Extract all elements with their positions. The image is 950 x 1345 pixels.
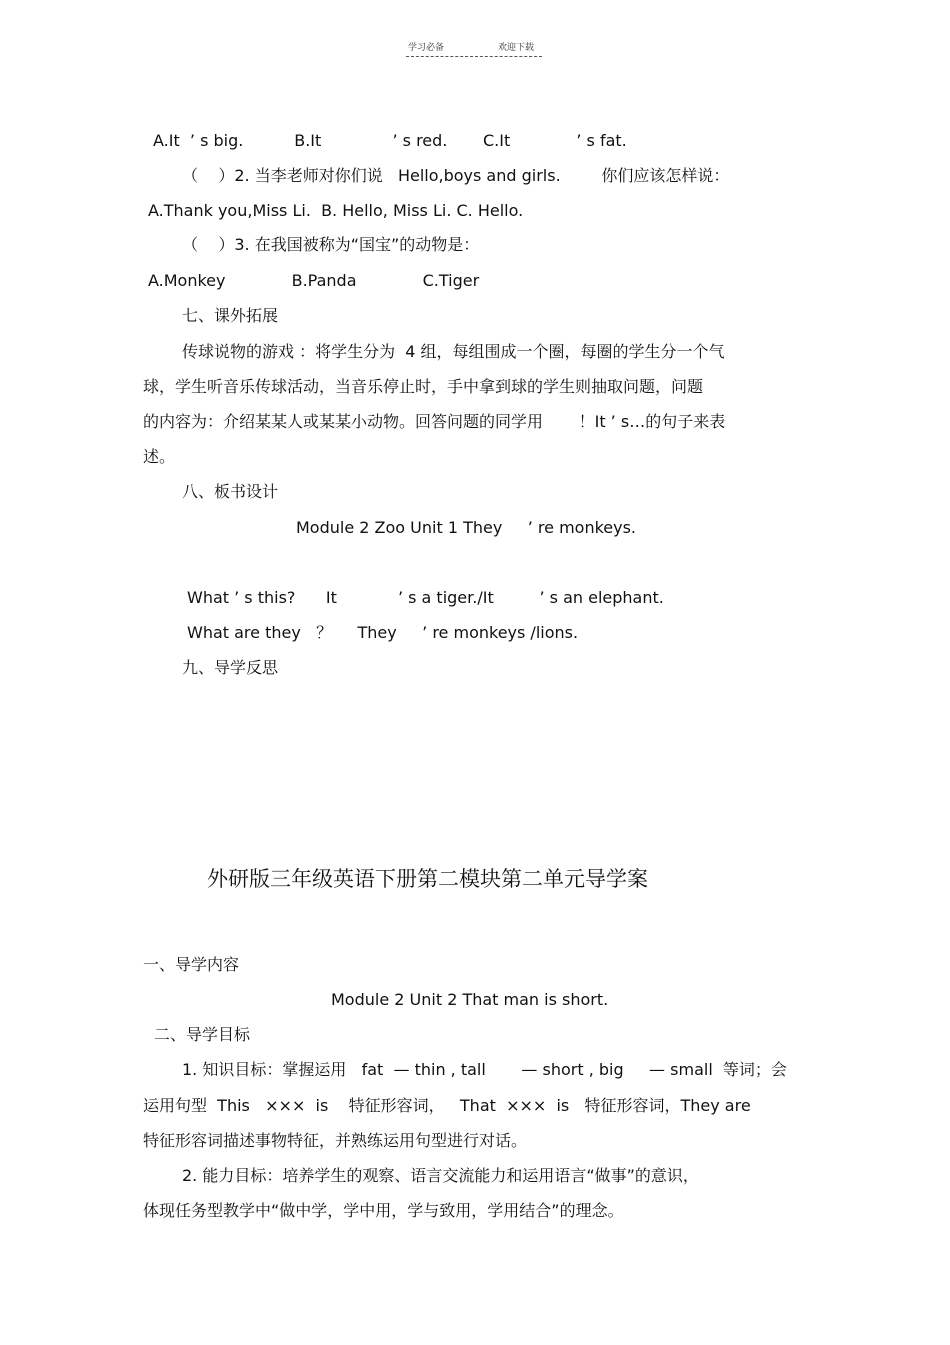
text-line: （ ）3. 在我国被称为“国宝”的动物是： bbox=[182, 235, 480, 254]
text-line: 一、导学内容 bbox=[143, 955, 240, 974]
text-line: 传球说物的游戏 ：将学生分为 4 组，每组围成一个圈，每圈的学生分一个气 bbox=[182, 342, 725, 361]
text-line: 运用句型 This ××× is 特征形容词， That ××× is 特征形容词，They are bbox=[143, 1096, 751, 1115]
page-header bbox=[406, 38, 542, 57]
text-line: 八、板书设计 bbox=[182, 482, 279, 501]
header-left-text: 学习必备 bbox=[408, 43, 445, 53]
text-line: 特征形容词描述事物特征，并熟练运用句型进行对话。 bbox=[143, 1131, 528, 1150]
text-line: What ’ s this? It ’ s a tiger./It ’ s an elephant. bbox=[187, 588, 664, 607]
document-title: 外研版三年级英语下册第二模块第二单元导学案 bbox=[207, 867, 648, 891]
text-line: A.Thank you,Miss Li. B. Hello, Miss Li. C. Hello. bbox=[148, 201, 524, 220]
text-line: 述。 bbox=[143, 447, 176, 466]
text-line: 1. 知识目标：掌握运用 fat — thin , tall — short , big — small 等词；会 bbox=[182, 1060, 787, 1079]
text-line: 体现任务型教学中“做中学，学中用，学与致用，学用结合”的理念。 bbox=[143, 1201, 624, 1220]
text-line: 二、导学目标 bbox=[154, 1025, 251, 1044]
header-right-text: 欢迎下载 bbox=[498, 43, 535, 53]
text-line: Module 2 Zoo Unit 1 They ’ re monkeys. bbox=[296, 518, 637, 537]
text-line: 2. 能力目标：培养学生的观察、语言交流能力和运用语言“做事”的意识， bbox=[182, 1166, 699, 1185]
text-line: 的内容为：介绍某某人或某某小动物。回答问题的同学用 ！It ’ s…的句子来表 bbox=[143, 412, 726, 431]
text-line: Module 2 Unit 2 That man is short. bbox=[331, 990, 609, 1009]
text-line: 九、导学反思 bbox=[182, 658, 279, 677]
text-line: （ ）2. 当李老师对你们说 Hello,boys and girls. 你们应该怎样说： bbox=[182, 166, 730, 185]
text-line: 球，学生听音乐传球活动，当音乐停止时，手中拿到球的学生则抽取问题，问题 bbox=[143, 377, 704, 396]
text-line: A.It ’ s big. B.It ’ s red. C.It ’ s fat. bbox=[153, 131, 627, 150]
text-line: A.Monkey B.Panda C.Tiger bbox=[148, 271, 480, 290]
text-line: 七、课外拓展 bbox=[182, 306, 279, 325]
text-line: What are they ？ They ’ re monkeys /lions. bbox=[187, 623, 579, 642]
